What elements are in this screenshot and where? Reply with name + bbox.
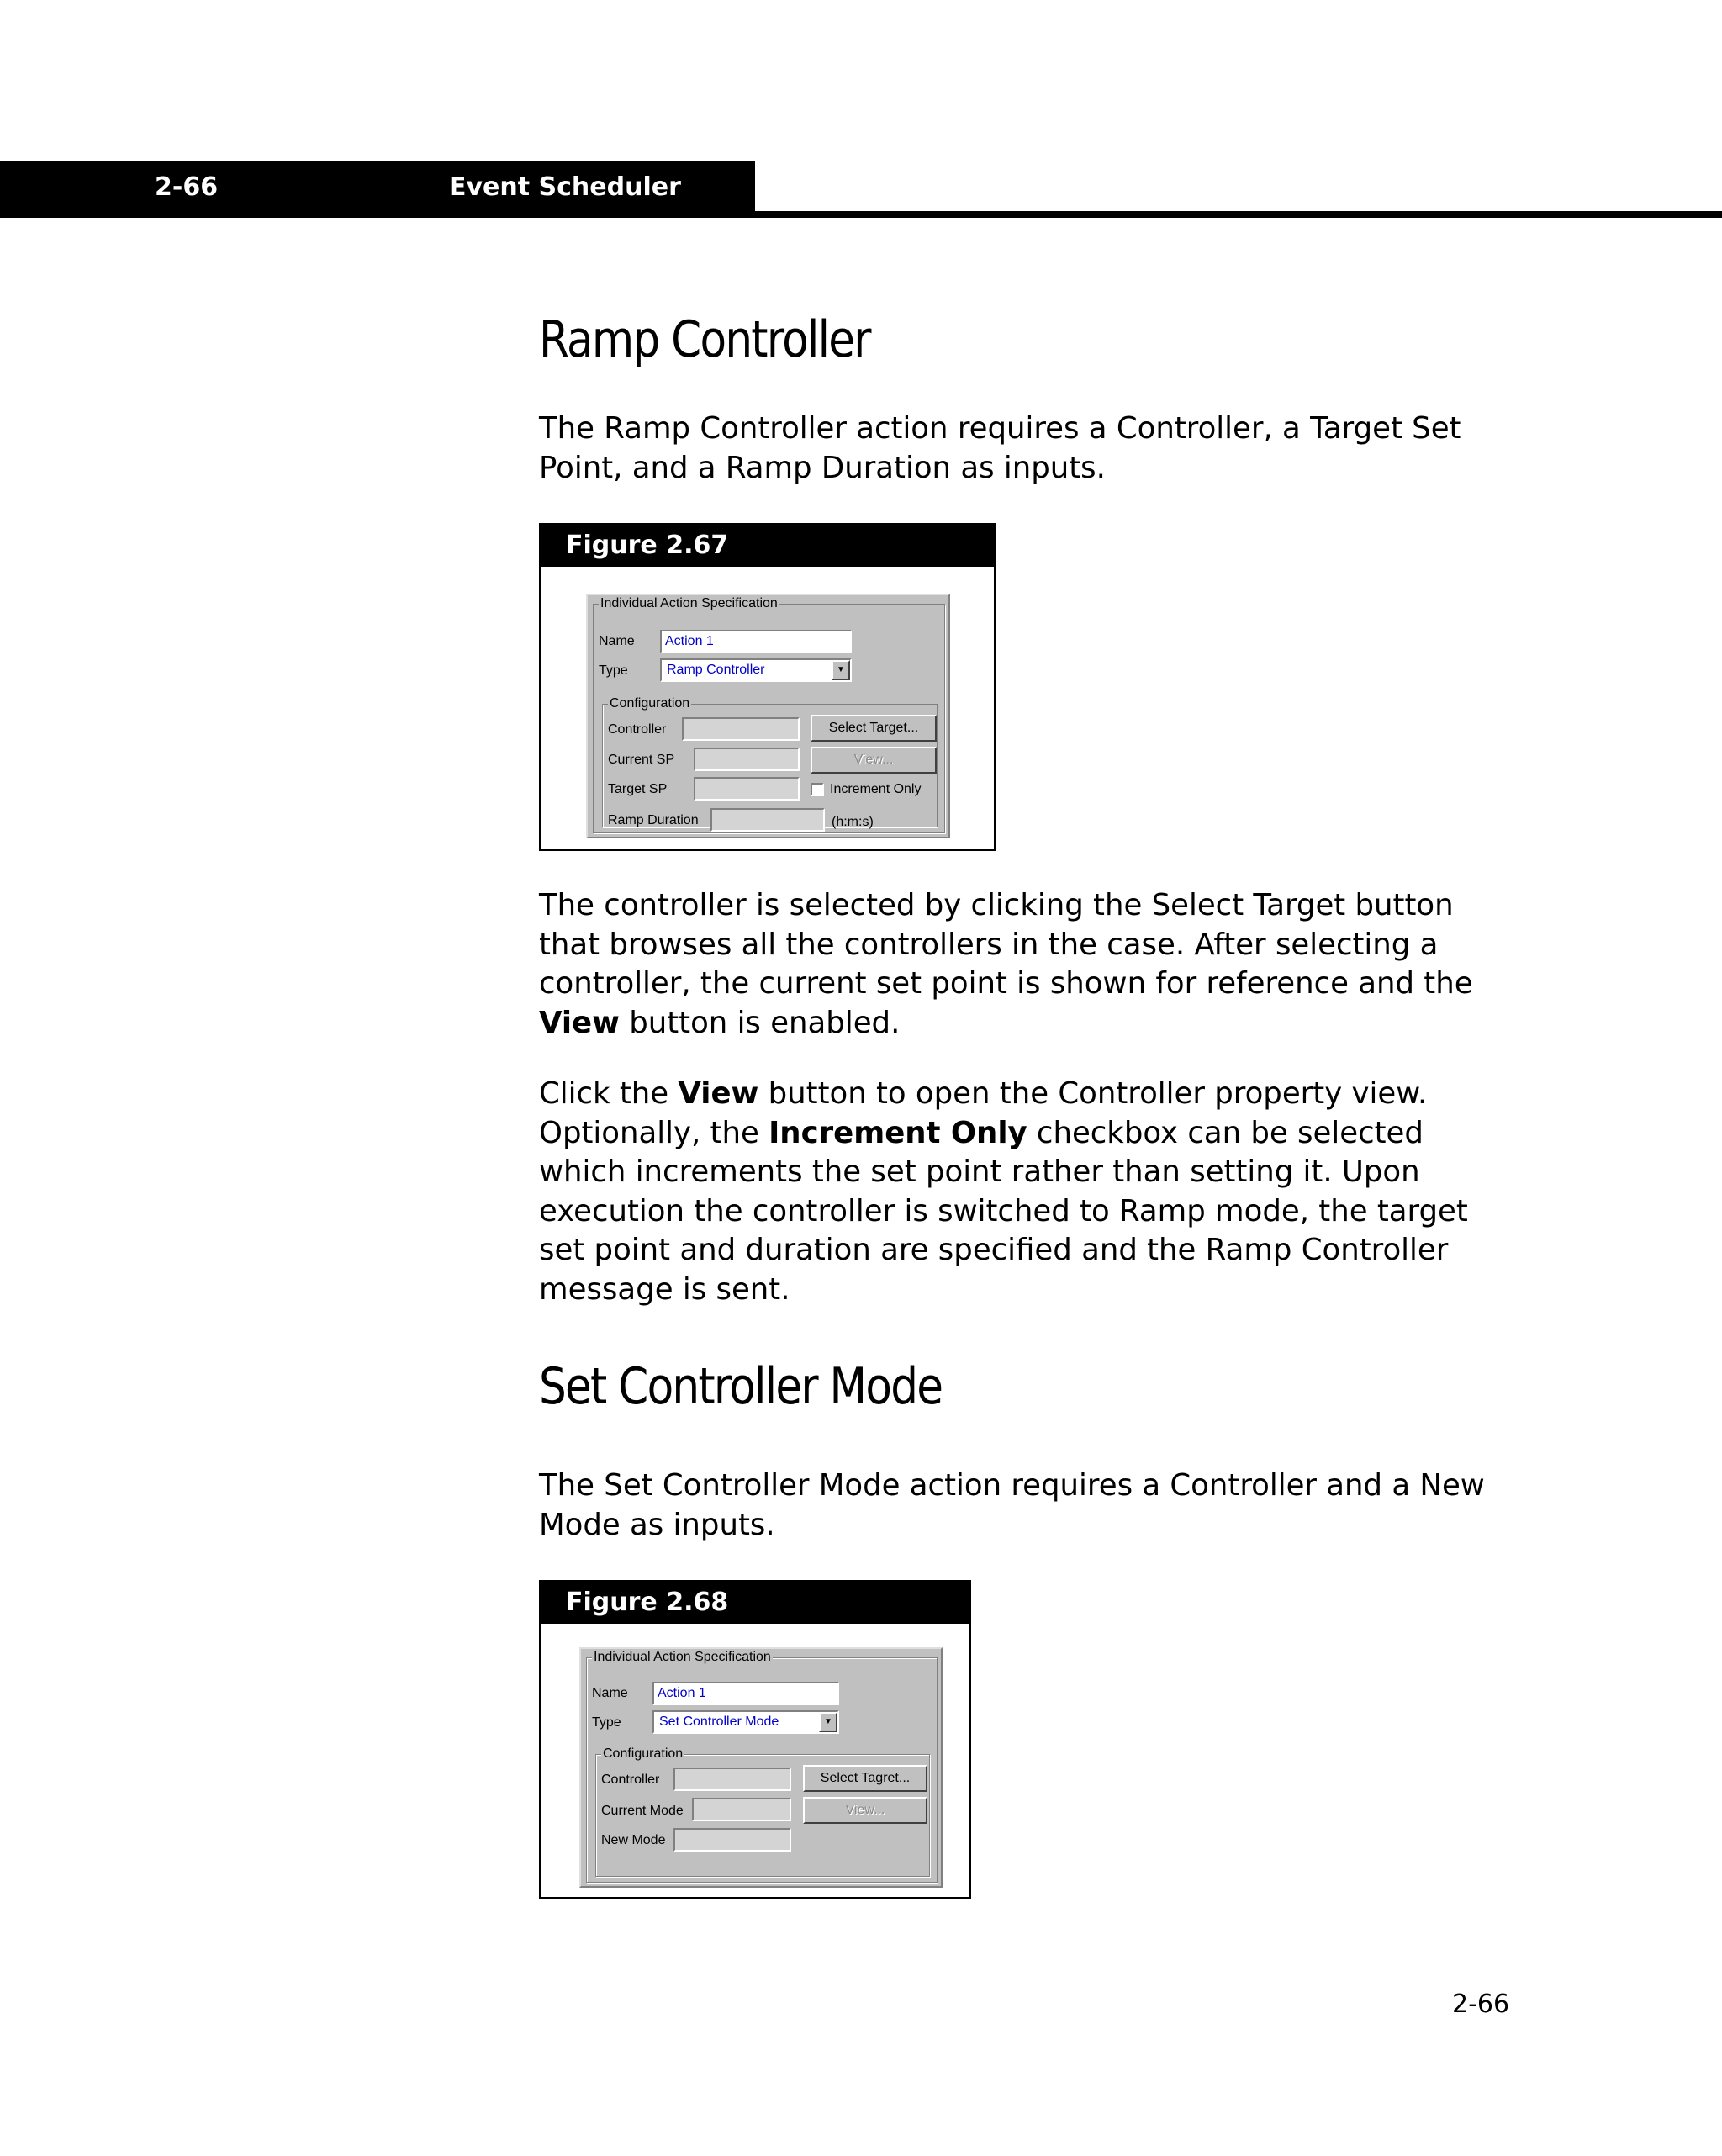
p3-bold-increment-only: Increment Only — [769, 1115, 1027, 1150]
name-field[interactable]: Action 1 — [652, 1682, 839, 1705]
action-spec-dialog — [579, 1647, 943, 1888]
header-chapter-title: Event Scheduler — [449, 172, 681, 202]
ramp-duration-label: Ramp Duration — [608, 813, 699, 827]
select-target-button[interactable]: Select Tagret... — [803, 1765, 927, 1792]
chevron-down-icon[interactable]: ▼ — [832, 660, 850, 680]
section1-paragraph3-wrap — [539, 1075, 1514, 1309]
group-title: Individual Action Specification — [600, 596, 778, 610]
target-sp-field[interactable] — [694, 777, 800, 801]
name-field[interactable]: Action 1 — [660, 630, 852, 653]
type-select[interactable] — [652, 1710, 839, 1734]
view-button[interactable]: View... — [811, 747, 937, 774]
figure-caption: Figure 2.68 — [566, 1588, 729, 1617]
figure-caption-bar — [541, 1582, 969, 1624]
configuration-group — [602, 696, 938, 829]
current-sp-label: Current SP — [608, 753, 675, 767]
increment-only-checkbox[interactable] — [811, 783, 824, 796]
configuration-group — [595, 1746, 930, 1877]
controller-label: Controller — [608, 722, 667, 737]
configuration-title: Configuration — [610, 696, 690, 711]
section1-paragraph2 — [539, 886, 1514, 1043]
individual-action-group — [586, 1650, 938, 1883]
current-sp-field — [694, 748, 800, 771]
footer-page-number: 2-66 — [1452, 1990, 1510, 2019]
target-sp-label: Target SP — [608, 782, 668, 796]
type-label: Type — [592, 1715, 621, 1730]
controller-label: Controller — [601, 1773, 660, 1787]
new-mode-label: New Mode — [601, 1833, 666, 1847]
p2-bold-view: View — [539, 1005, 620, 1040]
p2-text-a: The controller is selected by clicking the Select Target button that browses all the controllers in the case. After selecting a controller, the current set point is shown for reference and the — [539, 888, 1473, 1001]
current-mode-field — [692, 1798, 791, 1821]
figure-2-68 — [539, 1580, 971, 1899]
individual-action-group — [593, 596, 945, 833]
p3-bold-view: View — [678, 1076, 759, 1111]
section1-paragraph2-wrap — [539, 886, 1514, 1043]
action-spec-dialog — [586, 594, 950, 838]
p3-text-b: button to open the Controller property view. Optionally, the — [539, 1076, 1428, 1150]
name-label: Name — [592, 1686, 628, 1700]
ramp-duration-field[interactable] — [710, 808, 825, 832]
view-button[interactable]: View... — [803, 1797, 927, 1824]
section1-paragraph3 — [539, 1075, 1514, 1309]
group-title: Individual Action Specification — [594, 1650, 771, 1664]
type-select-value: Set Controller Mode — [659, 1715, 779, 1729]
type-select-value: Ramp Controller — [667, 663, 765, 677]
section1-intro-wrap — [539, 410, 1514, 488]
select-target-button[interactable]: Select Target... — [811, 715, 937, 742]
configuration-title: Configuration — [603, 1746, 684, 1761]
figure-2-67 — [539, 523, 996, 851]
chevron-down-icon[interactable]: ▼ — [819, 1712, 837, 1732]
type-select[interactable] — [660, 658, 852, 682]
section1-intro: The Ramp Controller action requires a Controller, a Target Set Point, and a Ramp Duration as inputs. — [539, 411, 1461, 485]
name-label: Name — [599, 634, 635, 648]
header-rule — [755, 211, 1722, 218]
controller-field — [673, 1768, 791, 1791]
current-mode-label: Current Mode — [601, 1804, 684, 1818]
section-heading-ramp-controller: Ramp Controller — [539, 310, 870, 369]
controller-field — [682, 717, 800, 741]
section2-intro: The Set Controller Mode action requires a Controller and a New Mode as inputs. — [539, 1468, 1485, 1542]
section-heading-set-controller-mode: Set Controller Mode — [539, 1357, 943, 1416]
p2-text-b: button is enabled. — [619, 1005, 901, 1040]
increment-only-label: Increment Only — [830, 782, 922, 796]
duration-units-label: (h:m:s) — [832, 815, 874, 829]
section-ramp-controller-heading-wrap — [539, 308, 1514, 372]
figure-caption-bar — [541, 525, 994, 567]
figure-caption: Figure 2.67 — [566, 531, 729, 560]
p3-text-c: checkbox can be selected which increments the set point rather than setting it. Upon execution the controller is switched to Ramp mode, the target set point and duration are specified and the Ramp Controller message is sent. — [539, 1115, 1468, 1307]
p3-text-a: Click the — [539, 1076, 679, 1111]
type-label: Type — [599, 663, 628, 678]
section2-intro-wrap — [539, 1466, 1514, 1545]
new-mode-field[interactable] — [673, 1828, 791, 1852]
header-page-number: 2-66 — [155, 172, 219, 202]
section-set-controller-mode-heading-wrap — [539, 1355, 1514, 1419]
